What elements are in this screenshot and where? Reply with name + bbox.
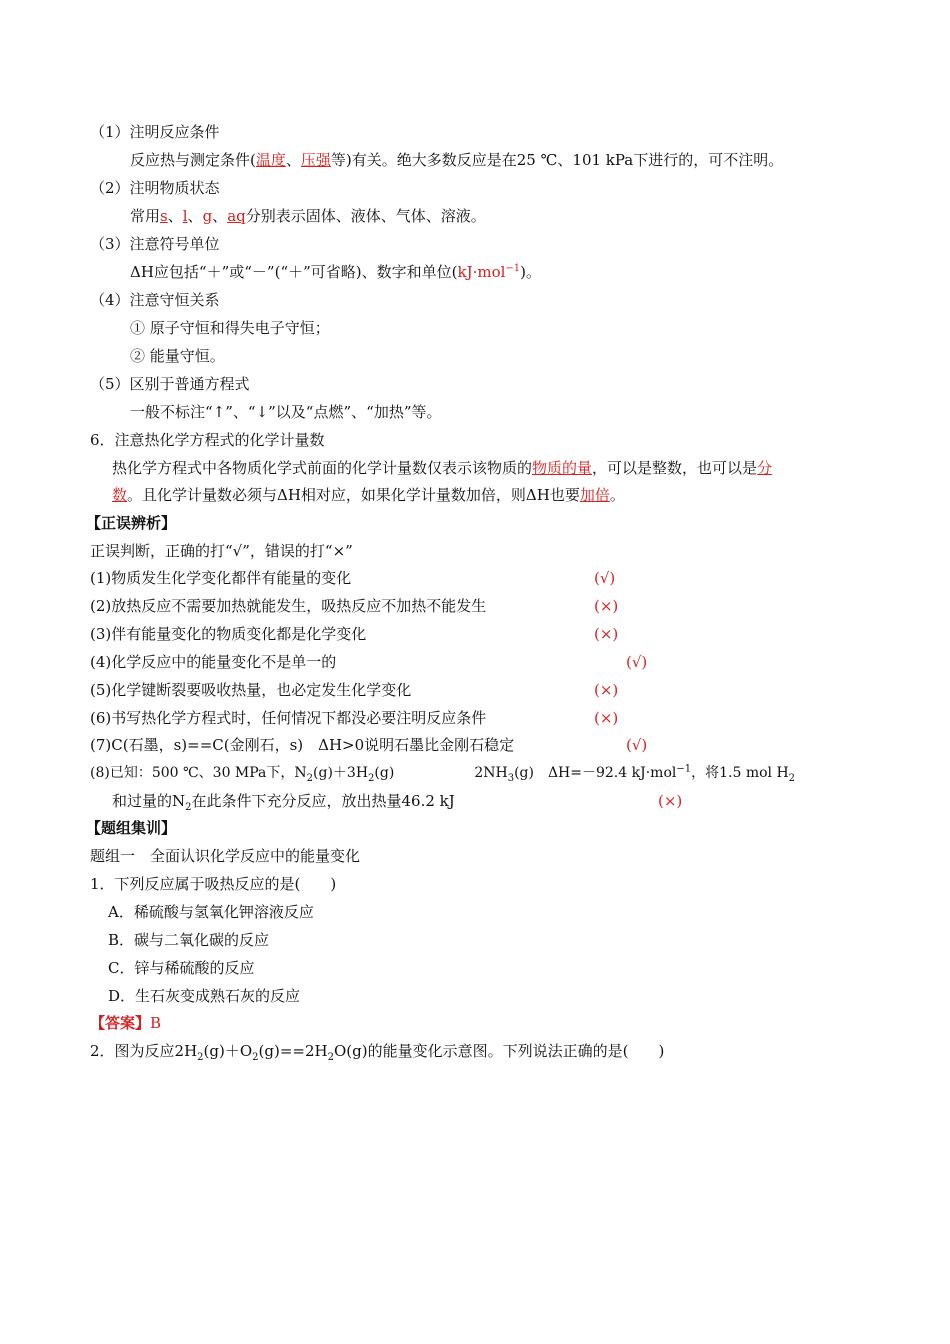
blank-l: l xyxy=(182,207,188,225)
judgement-mark-6: (×) xyxy=(594,709,619,727)
conservation-item-2: ② 能量守恒。 xyxy=(130,347,225,365)
heading-coefficients: 6．注意热化学方程式的化学计量数 xyxy=(90,431,325,449)
blank-fraction-part2: 数 xyxy=(112,486,128,504)
paragraph-state-of-matter: 常用s、l、g、aq分别表示固体、液体、气体、溶液。 xyxy=(130,207,486,225)
judgement-item-2: (2)放热反应不需要加热就能发生，吸热反应不加热不能发生 xyxy=(90,597,487,615)
judgement-mark-5: (×) xyxy=(594,681,619,699)
heading-sign-units: （3）注意符号单位 xyxy=(90,235,220,253)
judgement-intro: 正误判断，正确的打“√”，错误的打“×” xyxy=(90,542,353,560)
judgement-item-6: (6)书写热化学方程式时，任何情况下都没必要注明反应条件 xyxy=(90,709,487,727)
paragraph-difference: 一般不标注“↑”、“↓”以及“点燃”、“加热”等。 xyxy=(130,403,442,421)
heading-difference: （5）区别于普通方程式 xyxy=(90,375,250,393)
judgement-mark-4: (√) xyxy=(626,653,648,671)
question-1-option-d: D．生石灰变成熟石灰的反应 xyxy=(108,987,301,1005)
blank-double: 加倍 xyxy=(579,486,610,504)
judgement-mark-7: (√) xyxy=(626,736,648,754)
paragraph-coefficients-line1: 热化学方程式中各物质化学式前面的化学计量数仅表示该物质的物质的量，可以是整数，也可以是分 xyxy=(112,459,773,477)
judgement-mark-3: (×) xyxy=(594,625,619,643)
blank-g: g xyxy=(202,207,213,225)
heading-state-of-matter: （2）注明物质状态 xyxy=(90,179,220,197)
blank-pressure: 压强 xyxy=(300,151,331,169)
paragraph-sign-units: ΔH应包括“＋”或“－”(“＋”可省略)、数字和单位(kJ·mol$^{-1}$)。 xyxy=(130,263,542,281)
section-title-practice: 【题组集训】 xyxy=(86,819,177,837)
paragraph-coefficients-line2: 数。且化学计量数必须与ΔH相对应，如果化学计量数加倍，则ΔH也要加倍。 xyxy=(112,486,625,504)
judgement-item-4: (4)化学反应中的能量变化不是单一的 xyxy=(90,653,337,671)
judgement-item-7: (7)C(石墨，s)==C(金刚石，s) ΔH>0说明石墨比金刚石稳定 xyxy=(90,736,515,754)
conservation-item-1: ① 原子守恒和得失电子守恒； xyxy=(130,319,330,337)
judgement-mark-8: (×) xyxy=(658,792,683,810)
question-1-option-b: B．碳与二氧化碳的反应 xyxy=(108,931,270,949)
question-1: 1．下列反应属于吸热反应的是( ) xyxy=(90,875,337,893)
question-1-option-a: A．稀硫酸与氢氧化钾溶液反应 xyxy=(108,903,314,921)
question-1-answer: 【答案】B xyxy=(90,1014,162,1032)
judgement-item-5: (5)化学键断裂要吸收热量，也必定发生化学变化 xyxy=(90,681,412,699)
blank-temperature: 温度 xyxy=(255,151,286,169)
group-title-1: 题组一 全面认识化学反应中的能量变化 xyxy=(90,847,361,865)
question-1-option-c: C．锌与稀硫酸的反应 xyxy=(108,959,255,977)
judgement-item-1: (1)物质发生化学变化都伴有能量的变化 xyxy=(90,569,352,587)
blank-s: s xyxy=(160,207,168,225)
blank-aq: aq xyxy=(227,207,246,225)
paragraph-reaction-conditions: 反应热与测定条件(温度、压强等)有关。绝大多数反应是在25 ℃、101 kPa下进行的，可不注明。 xyxy=(130,151,784,169)
heading-conservation: （4）注意守恒关系 xyxy=(90,291,220,309)
blank-fraction-part1: 分 xyxy=(757,459,773,477)
section-title-judgement: 【正误辨析】 xyxy=(86,514,177,532)
question-2: 2．图为反应$2H_2(g)+O_2(g)==2H_2O(g)$的能量变化示意图。下列说法正确的是( ) xyxy=(90,1042,665,1063)
judgement-item-3: (3)伴有能量变化的物质变化都是化学变化 xyxy=(90,625,367,643)
judgement-mark-2: (×) xyxy=(594,597,619,615)
blank-amount-of-substance: 物质的量 xyxy=(532,459,593,477)
judgement-mark-1: (√) xyxy=(594,569,616,587)
judgement-item-8-line1: (8)已知：500 ℃、30 MPa下，$N_2(g)+3H_2(g)$ $2NH_3(g)$ ΔH=－92.4 kJ·mol$^{-1}$，将1.5 mol $H_2$ xyxy=(90,763,796,784)
heading-reaction-conditions: （1）注明反应条件 xyxy=(90,123,220,141)
unit-kj-per-mol: kJ·mol$^{-1}$ xyxy=(457,263,521,281)
judgement-item-8-line2: 和过量的$N_2$在此条件下充分反应，放出热量46.2 kJ xyxy=(112,792,455,813)
